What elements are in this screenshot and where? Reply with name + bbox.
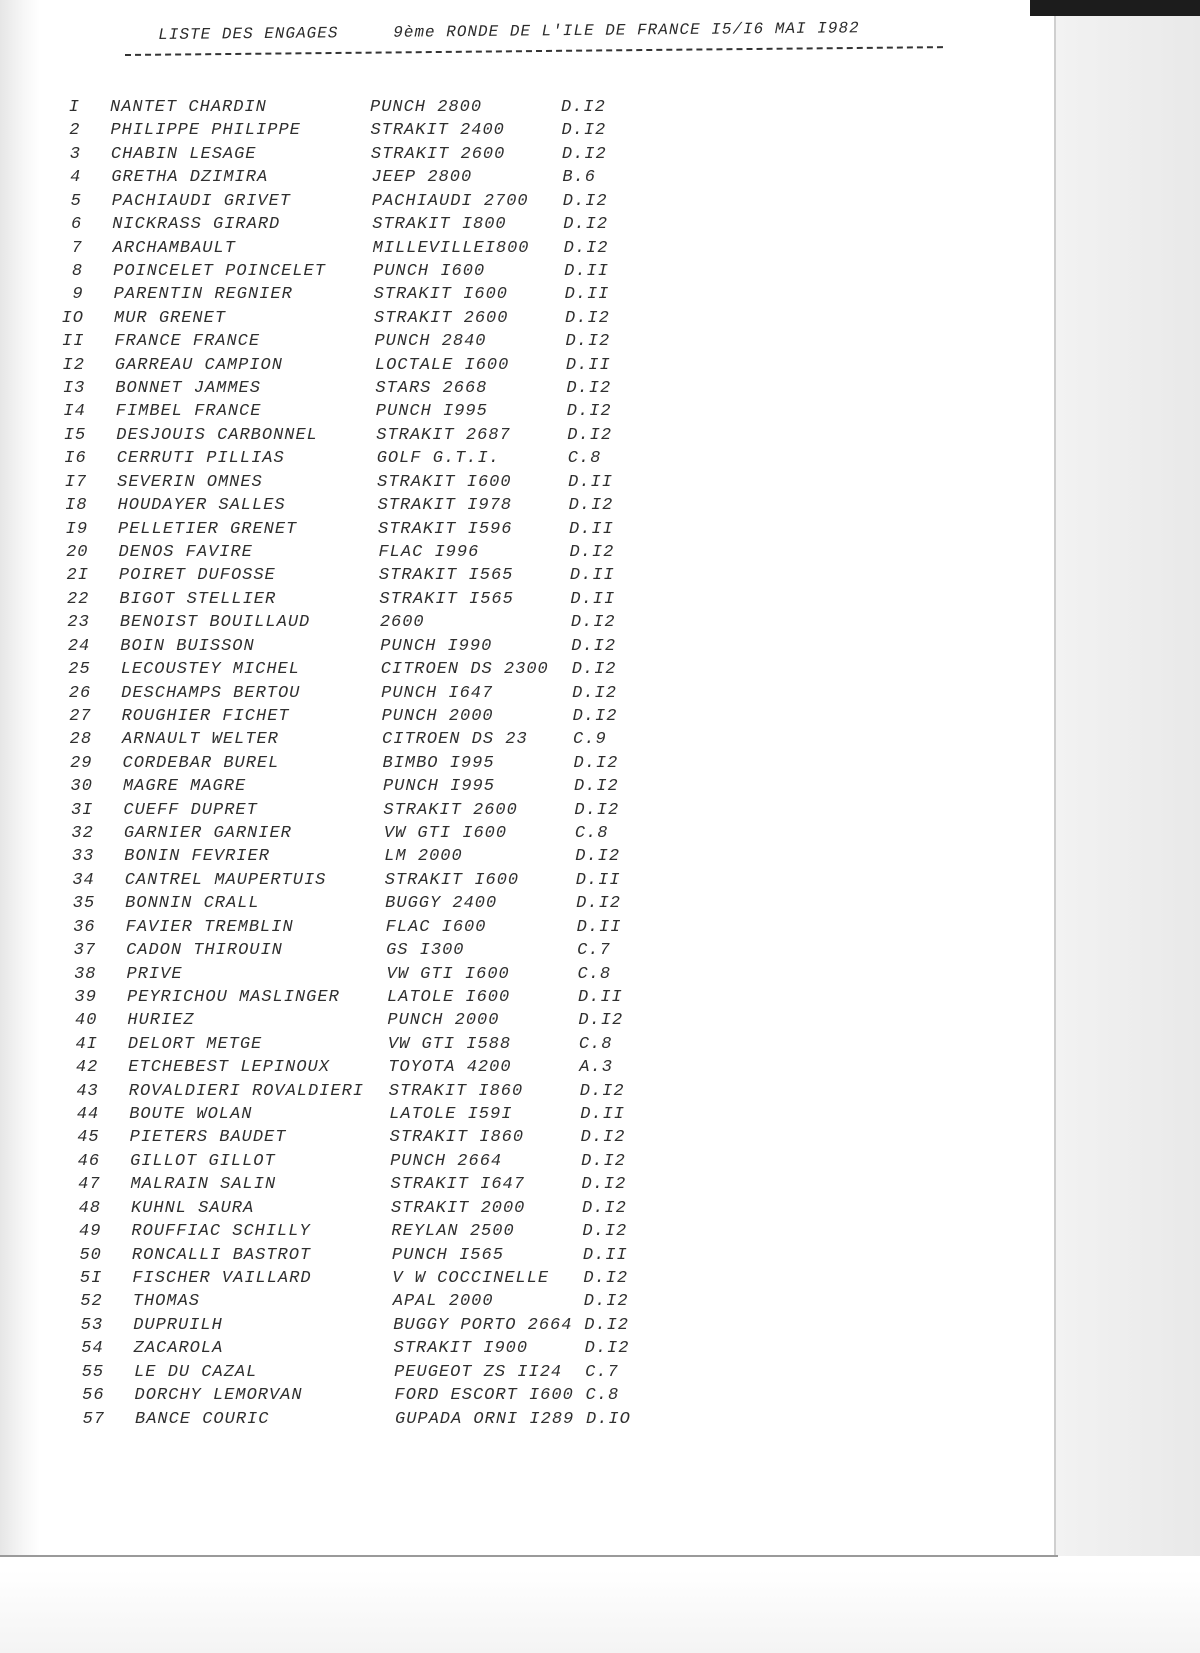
entry-row (40, 121, 760, 145)
entry-class: D.I2 (573, 753, 619, 773)
entry-class: D.I2 (565, 308, 610, 328)
entry-car: PUNCH I990 (380, 636, 493, 656)
entry-number: 7 (71, 238, 83, 258)
entry-car: 2600 (379, 613, 425, 633)
entry-number: 4I (75, 1034, 98, 1054)
entry-crew: SEVERIN OMNES (117, 472, 263, 492)
entry-car: LOCTALE I600 (374, 355, 510, 375)
entry-car: LATOLE I600 (386, 987, 511, 1007)
entry-class: D.I2 (583, 1292, 629, 1312)
entry-row (64, 1363, 784, 1387)
entry-crew: BONNET JAMMES (115, 379, 261, 399)
entry-car: GUPADA ORNI I289 (395, 1409, 575, 1429)
entry-class: D.I2 (583, 1269, 629, 1288)
entry-car: STRAKIT I647 (390, 1175, 525, 1195)
entry-class: A.3 (579, 1058, 613, 1078)
entry-class: D.I2 (584, 1315, 630, 1335)
entry-class: D.I2 (566, 379, 612, 399)
entry-class: C.8 (585, 1386, 620, 1406)
entry-crew: GARREAU CAMPION (114, 355, 283, 375)
entry-row (59, 1105, 779, 1129)
entry-car: STRAKIT 2400 (370, 121, 505, 141)
entry-number: 26 (68, 683, 92, 703)
entry-class: D.I2 (563, 215, 609, 235)
entry-car: JEEP 2800 (371, 168, 473, 188)
entry-class: C.8 (574, 824, 609, 844)
entry-car: STRAKIT I860 (388, 1081, 524, 1101)
entry-crew: HOUDAYER SALLES (117, 496, 286, 516)
entry-row (49, 590, 769, 614)
entry-row (57, 965, 777, 989)
entry-car: PUNCH I647 (381, 683, 494, 703)
entry-class: C.9 (573, 730, 607, 750)
entry-class: D.I2 (570, 613, 616, 633)
entry-car: FLAC I996 (378, 542, 480, 562)
entry-class: D.II (582, 1245, 628, 1265)
entry-crew: CANTREL MAUPERTUIS (124, 870, 327, 890)
entry-car: STRAKIT I900 (393, 1339, 529, 1359)
scan-right-margin (1055, 16, 1200, 1556)
entry-class: D.I2 (565, 332, 611, 352)
entry-row (53, 801, 773, 825)
entry-row (47, 473, 767, 497)
entry-crew: ZACAROLA (133, 1339, 224, 1359)
entry-class: D.I2 (572, 706, 618, 726)
entry-class: D.I2 (561, 121, 607, 141)
entry-class: D.II (576, 917, 622, 937)
entry-car: PUNCH 2000 (381, 706, 494, 726)
entry-car: STRAKIT I800 (372, 215, 507, 235)
entry-number: 3I (70, 800, 94, 820)
entry-class: D.I2 (581, 1151, 626, 1171)
entry-number: 9 (72, 285, 84, 305)
entry-class: D.I2 (582, 1222, 628, 1242)
entry-car: LM 2000 (384, 847, 463, 867)
entry-class: D.I2 (580, 1128, 626, 1148)
entry-number: I8 (65, 496, 88, 516)
entry-row (60, 1152, 780, 1176)
entry-crew: THOMAS (132, 1292, 200, 1312)
entry-number: 45 (77, 1128, 100, 1148)
entry-car: PUNCH I565 (391, 1245, 504, 1265)
entry-number: 42 (75, 1058, 99, 1078)
entry-row (46, 426, 766, 450)
entry-number: 29 (70, 753, 93, 773)
entry-number: 36 (73, 917, 96, 937)
entry-row (56, 941, 776, 965)
entry-number: 27 (69, 706, 92, 726)
entry-crew: DESJOUIS CARBONNEL (116, 425, 318, 445)
entry-crew: MAGRE MAGRE (122, 777, 247, 797)
entry-row (64, 1339, 784, 1363)
entry-car: CITROEN DS 2300 (380, 660, 549, 680)
entry-car: TOYOTA 4200 (388, 1058, 512, 1078)
entry-row (62, 1246, 782, 1270)
entry-car: PACHIAUDI 2700 (371, 191, 529, 211)
entry-row (61, 1199, 781, 1223)
entry-row (58, 1035, 778, 1059)
entry-row (44, 309, 764, 333)
entry-number: II (62, 332, 85, 352)
entry-number: I3 (62, 379, 86, 399)
entry-crew: NANTET CHARDIN (110, 98, 267, 117)
entry-row (63, 1316, 783, 1340)
entry-class: C.8 (577, 964, 612, 984)
entry-crew: PRIVE (126, 964, 183, 984)
entry-row (45, 379, 765, 403)
entry-car: STRAKIT 2600 (374, 308, 509, 328)
entry-class: D.I2 (563, 238, 609, 258)
entry-car: STRAKIT I600 (384, 870, 520, 890)
entry-car: STARS 2668 (375, 379, 488, 399)
entry-row (53, 777, 773, 801)
entry-row (45, 356, 765, 380)
entry-class: D.I2 (567, 425, 613, 445)
entry-number: 56 (82, 1386, 105, 1406)
entry-car: FORD ESCORT I600 (394, 1386, 574, 1406)
entry-number: 32 (71, 824, 94, 844)
entry-number: 35 (72, 894, 96, 914)
event-title: 9ème RONDE DE L'ILE DE FRANCE I5/I6 MAI I982 (393, 19, 860, 42)
entry-crew: FRANCE FRANCE (114, 332, 261, 352)
entry-crew: MALRAIN SALIN (130, 1175, 277, 1195)
entry-row (40, 98, 760, 122)
entry-car: FLAC I600 (385, 917, 487, 937)
entry-class: D.II (570, 589, 616, 609)
entry-row (59, 1082, 779, 1106)
entry-car: PUNCH 2840 (374, 332, 487, 352)
entry-car: STRAKIT 2600 (383, 800, 518, 820)
entry-car: VW GTI I588 (387, 1034, 512, 1054)
entry-number: 40 (75, 1011, 98, 1031)
entry-crew: GILLOT GILLOT (130, 1151, 276, 1171)
entry-crew: KUHNL SAURA (130, 1198, 255, 1218)
entry-number: 46 (77, 1151, 101, 1171)
entry-crew: CUEFF DUPRET (123, 800, 258, 820)
entry-car: PUNCH I600 (373, 261, 486, 281)
entry-crew: POINCELET POINCELET (113, 261, 326, 281)
entry-car: VW GTI I600 (383, 824, 508, 844)
entry-crew: HURIEZ (127, 1011, 195, 1031)
entry-row (50, 637, 770, 661)
entry-car: PUNCH 2000 (387, 1011, 500, 1031)
entry-class: D.I2 (569, 542, 615, 562)
entry-crew: FISCHER VAILLARD (132, 1269, 312, 1288)
entry-class: D.I2 (562, 191, 608, 211)
entry-crew: DELORT METGE (127, 1034, 263, 1054)
entry-number: 54 (81, 1339, 104, 1359)
entry-class: D.I2 (573, 777, 619, 797)
entry-crew: PHILIPPE PHILIPPE (110, 121, 301, 141)
entry-car: GS I300 (386, 941, 465, 961)
entry-crew: LE DU CAZAL (134, 1362, 258, 1382)
entry-number: 25 (68, 660, 91, 680)
entry-car: PEUGEOT ZS II24 (394, 1362, 563, 1382)
entry-car: STRAKIT 2687 (376, 425, 511, 445)
entry-number: I7 (64, 472, 88, 492)
entry-number: 52 (80, 1292, 103, 1312)
entry-crew: BONIN FEVRIER (124, 847, 270, 867)
entry-number: 24 (67, 636, 91, 656)
entry-crew: BONNIN CRALL (125, 894, 260, 914)
entry-car: BIMBO I995 (382, 753, 495, 773)
entry-row (62, 1269, 782, 1293)
entry-car: STRAKIT I860 (389, 1128, 525, 1148)
entry-row (48, 496, 768, 520)
entry-row (49, 566, 769, 590)
entry-number: 47 (78, 1175, 101, 1195)
entry-row (57, 988, 777, 1012)
entry-car: STRAKIT I596 (378, 519, 513, 539)
entry-class: D.I2 (561, 98, 606, 117)
entry-number: 39 (74, 987, 97, 1007)
entry-car: V W COCCINELLE (392, 1269, 550, 1288)
entry-class: D.I2 (574, 800, 620, 820)
list-title: LISTE DES ENGAGES (158, 24, 339, 44)
entry-row (46, 402, 766, 426)
entry-crew: GARNIER GARNIER (123, 824, 292, 844)
entry-crew: PEYRICHOU MASLINGER (126, 987, 340, 1007)
entry-row (58, 1058, 778, 1082)
entry-class: D.I2 (581, 1175, 627, 1195)
entry-row (51, 684, 771, 708)
entry-class: D.II (580, 1105, 625, 1125)
entry-class: D.II (577, 987, 623, 1007)
entry-crew: PELLETIER GRENET (118, 519, 298, 539)
entry-crew: CHABIN LESAGE (110, 144, 257, 164)
entry-class: D.I2 (584, 1339, 630, 1359)
entry-number: 5I (79, 1269, 103, 1288)
entry-number: 22 (66, 589, 90, 609)
entry-class: D.I2 (575, 847, 621, 867)
entry-crew: DUPRUILH (133, 1315, 223, 1335)
entry-number: 20 (66, 542, 89, 562)
entry-class: D.II (569, 566, 615, 586)
entry-class: D.I2 (571, 636, 617, 656)
entry-crew: DESCHAMPS BERTOU (121, 683, 301, 703)
entry-crew: PARENTIN REGNIER (113, 285, 293, 305)
entry-car: STRAKIT 2600 (370, 144, 506, 164)
entry-class: D.I2 (561, 144, 607, 164)
entry-crew: BOUTE WOLAN (129, 1105, 253, 1125)
entry-number: 37 (73, 941, 97, 961)
entry-crew: GRETHA DZIMIRA (111, 168, 269, 188)
entry-row (52, 730, 772, 754)
entry-crew: ROVALDIERI ROVALDIERI (128, 1081, 364, 1101)
entry-row (65, 1410, 785, 1434)
entry-car: PUNCH 2664 (390, 1151, 503, 1171)
entry-row (48, 543, 768, 567)
entry-number: IO (61, 308, 85, 328)
entry-row (54, 824, 774, 848)
entry-crew: PACHIAUDI GRIVET (111, 191, 292, 211)
entry-row (42, 215, 762, 239)
entry-row (56, 918, 776, 942)
entry-number: I5 (63, 425, 87, 445)
entry-class: D.II (565, 355, 611, 375)
entry-crew: ETCHEBEST LEPINOUX (128, 1058, 330, 1078)
entry-row (52, 707, 772, 731)
entry-crew: RONCALLI BASTROT (131, 1245, 312, 1265)
entry-crew: ARNAULT WELTER (122, 730, 279, 750)
entry-number: 30 (70, 777, 93, 797)
entry-class: C.8 (567, 449, 602, 469)
entry-class: D.I2 (579, 1081, 625, 1101)
entry-crew: BIGOT STELLIER (119, 589, 277, 609)
entry-crew: FIMBEL FRANCE (115, 402, 262, 422)
entry-class: D.I2 (572, 683, 617, 703)
scan-bottom-shade (0, 1570, 1200, 1653)
entry-row (44, 332, 764, 356)
entry-class: D.I2 (568, 496, 614, 516)
entry-number: 34 (72, 870, 95, 890)
entry-crew: BANCE COURIC (135, 1409, 270, 1429)
entry-class: C.7 (577, 941, 611, 961)
entry-class: D.I2 (571, 660, 617, 680)
entry-car: REYLAN 2500 (391, 1222, 515, 1242)
entry-crew: CADON THIROUIN (126, 941, 283, 961)
entry-class: C.7 (585, 1362, 619, 1382)
entry-number: 57 (82, 1409, 105, 1429)
entry-class: D.II (564, 261, 609, 281)
entry-number: 50 (79, 1245, 102, 1265)
entry-row (54, 847, 774, 871)
entry-class: D.I2 (576, 894, 621, 914)
entry-crew: CERRUTI PILLIAS (116, 449, 285, 469)
entry-number: I4 (63, 402, 86, 422)
entry-class: D.IO (586, 1409, 631, 1429)
entry-crew: ARCHAMBAULT (112, 238, 236, 258)
entry-row (41, 168, 761, 192)
entry-class: D.II (568, 472, 613, 492)
entry-row (41, 145, 761, 169)
entry-crew: FAVIER TREMBLIN (125, 917, 294, 937)
entry-car: STRAKIT I600 (373, 285, 508, 305)
entry-car: BUGGY PORTO 2664 (393, 1315, 573, 1335)
entry-number: 48 (78, 1198, 101, 1218)
entry-car: PUNCH I995 (375, 402, 488, 422)
entry-crew: ROUGHIER FICHET (121, 706, 290, 726)
entry-car: MILLEVILLEI800 (372, 238, 530, 258)
entry-class: B.6 (562, 168, 596, 188)
entry-row (61, 1222, 781, 1246)
entry-row (65, 1386, 785, 1410)
entry-car: PUNCH I995 (382, 777, 495, 797)
entry-car: STRAKIT I600 (377, 472, 512, 492)
entry-crew: CORDEBAR BUREL (122, 753, 280, 773)
entry-crew: ROUFFIAC SCHILLY (131, 1222, 311, 1242)
entry-row (55, 894, 775, 918)
entry-car: VW GTI I600 (386, 964, 510, 984)
entry-row (43, 262, 763, 286)
entry-car: APAL 2000 (392, 1292, 494, 1312)
entry-number: 43 (76, 1081, 99, 1101)
entry-number: I2 (62, 355, 85, 375)
entry-number: 44 (76, 1105, 100, 1125)
entry-row (63, 1292, 783, 1316)
entry-number: 53 (80, 1315, 104, 1335)
entry-row (55, 871, 775, 895)
entry-row (44, 285, 764, 309)
entry-number: I9 (65, 519, 89, 539)
entry-class: D.II (575, 870, 621, 890)
entry-row (61, 1175, 781, 1199)
entry-number: I6 (64, 449, 87, 469)
entry-car: STRAKIT I565 (378, 566, 514, 586)
entry-car: STRAKIT I978 (377, 496, 512, 516)
entry-class: D.I2 (566, 402, 612, 422)
entry-crew: MUR GRENET (114, 308, 227, 328)
entry-crew: NICKRASS GIRARD (112, 215, 281, 235)
entry-number: I (68, 98, 80, 117)
entry-class: D.II (564, 285, 610, 305)
entry-row (43, 239, 763, 263)
entry-number: 3 (69, 144, 81, 164)
entry-number: 6 (71, 215, 83, 235)
entry-number: 38 (74, 964, 97, 984)
entry-crew: BOIN BUISSON (120, 636, 255, 656)
entry-number: 49 (79, 1222, 102, 1242)
entry-crew: LECOUSTEY MICHEL (120, 660, 300, 680)
entry-number: 2I (66, 566, 89, 586)
entry-car: GOLF G.T.I. (376, 449, 500, 469)
entry-car: CITROEN DS 23 (382, 730, 528, 750)
entry-class: C.8 (578, 1034, 613, 1054)
entry-crew: PIETERS BAUDET (129, 1128, 287, 1148)
entry-number: 4 (70, 168, 82, 188)
entry-crew: POIRET DUFOSSE (118, 566, 276, 586)
entry-car: STRAKIT I565 (379, 589, 514, 609)
entry-class: D.I2 (581, 1198, 627, 1218)
entry-crew: DORCHY LEMORVAN (134, 1386, 303, 1406)
entry-class: D.I2 (578, 1011, 624, 1031)
entry-class: D.II (569, 519, 614, 539)
entry-car: PUNCH 2800 (370, 98, 483, 117)
entry-number: 33 (71, 847, 95, 867)
entry-row (51, 660, 771, 684)
entry-car: STRAKIT 2000 (390, 1198, 526, 1218)
entry-row (57, 1011, 777, 1035)
entry-car: LATOLE I59I (389, 1105, 513, 1125)
entry-row (60, 1128, 780, 1152)
entry-number: 5 (70, 191, 82, 211)
entry-number: 55 (81, 1362, 105, 1382)
entry-row (53, 754, 773, 778)
entry-row (50, 613, 770, 637)
entry-row (42, 192, 762, 216)
entry-crew: DENOS FAVIRE (118, 542, 253, 562)
entry-number: 28 (69, 730, 93, 750)
entry-row (48, 520, 768, 544)
entry-number: 8 (71, 261, 84, 281)
entry-crew: BENOIST BOUILLAUD (119, 613, 311, 633)
entry-row (47, 449, 767, 473)
entry-number: 2 (69, 121, 81, 141)
entry-car: BUGGY 2400 (385, 894, 498, 914)
entry-number: 23 (67, 613, 90, 633)
